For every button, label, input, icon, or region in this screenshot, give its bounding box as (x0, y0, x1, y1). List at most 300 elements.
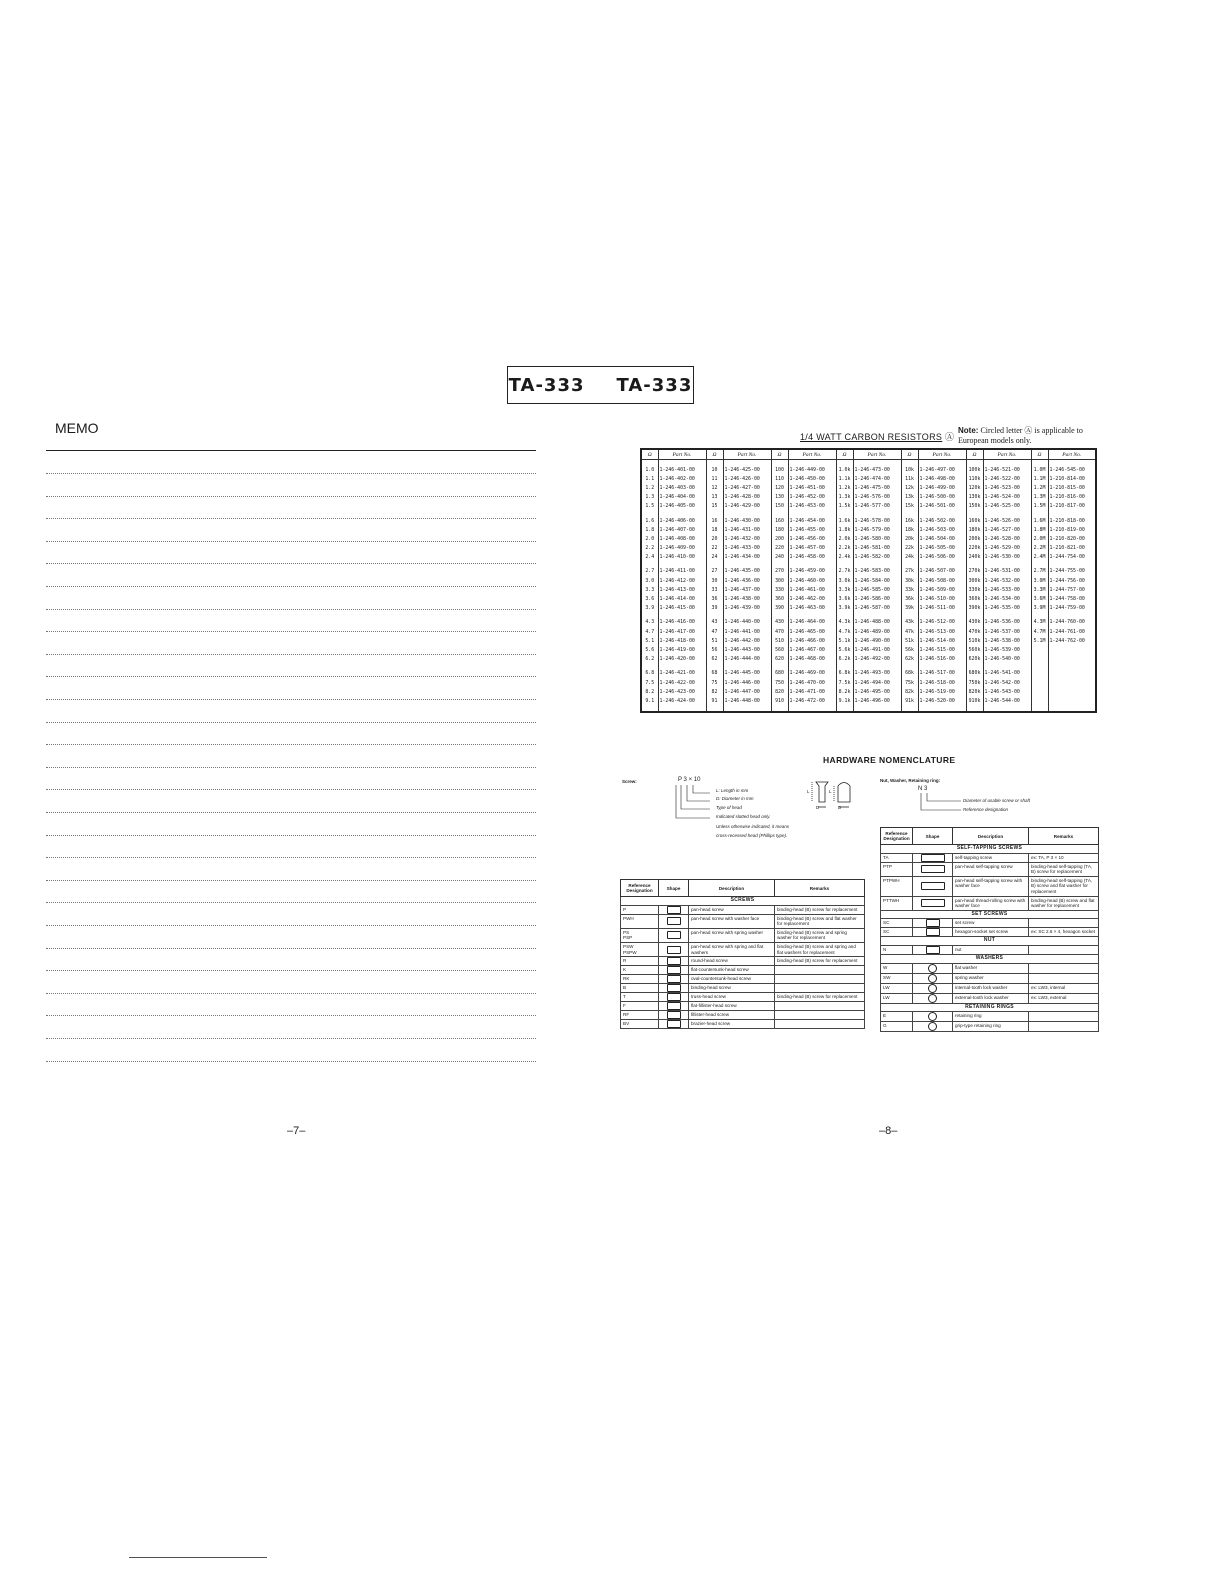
hardware-shape-icon (928, 1012, 937, 1021)
hardware-row (881, 983, 1099, 993)
description: pan-head screw with spring washer (689, 928, 775, 942)
resistance-value: 2.2M (1031, 544, 1048, 553)
memo-line (46, 857, 536, 858)
resistance-value: 330k (966, 585, 983, 594)
description: flat-countersunk-head screw (689, 966, 775, 975)
part-number: 1-246-430-00 (723, 516, 771, 525)
shape-cell (913, 945, 953, 954)
resistance-value: 5.6 (641, 645, 658, 654)
remarks: binding-head (B) screw and flat washer for replacement (1029, 896, 1099, 910)
resistance-value: 5.6k (836, 645, 853, 654)
model-title-right: TA-333 (616, 374, 693, 396)
resistance-value: 330 (771, 585, 788, 594)
part-number: 1-246-402-00 (658, 474, 706, 483)
memo-line (46, 1015, 536, 1016)
resistance-value: 43 (706, 618, 723, 627)
description: set screw (953, 919, 1029, 928)
resistance-value: 2.7M (1031, 567, 1048, 576)
resistance-value: 1.3k (836, 493, 853, 502)
shape-cell (659, 957, 689, 966)
part-number: 1-246-583-00 (853, 567, 901, 576)
resistance-value: 620k (966, 655, 983, 664)
memo-line (46, 880, 536, 881)
resistance-value: 1.0 (641, 465, 658, 474)
hardware-row (881, 1012, 1099, 1022)
part-number: 1-246-512-00 (918, 618, 966, 627)
part-no-header: Part No. (1048, 449, 1096, 460)
resistance-value: 130k (966, 493, 983, 502)
hardware-row (881, 919, 1099, 928)
part-number: 1-246-517-00 (918, 669, 966, 678)
part-number: 1-246-467-00 (788, 645, 836, 654)
remarks (775, 1002, 865, 1011)
memo-line (46, 970, 536, 971)
hardware-shape-icon (667, 984, 681, 992)
part-number: 1-244-756-00 (1048, 576, 1096, 585)
resistance-value: 2.0k (836, 534, 853, 543)
shape-cell (913, 853, 953, 862)
memo-title-rule (46, 450, 536, 451)
part-number: 1-246-584-00 (853, 576, 901, 585)
part-number: 1-244-758-00 (1048, 594, 1096, 603)
resistance-value: 4.7 (641, 627, 658, 636)
resistance-value: 20k (901, 534, 918, 543)
resistance-value: 510 (771, 636, 788, 645)
resistor-row (641, 465, 1096, 474)
part-number: 1-246-414-00 (658, 594, 706, 603)
resistor-row (641, 502, 1096, 511)
part-number: 1-246-533-00 (983, 585, 1031, 594)
remarks: binding-head (B) screw and spring and flat washers for replacement (775, 942, 865, 956)
reference-designation: BV (621, 1020, 659, 1029)
part-number (1048, 655, 1096, 664)
resistance-value: 8.2k (836, 687, 853, 696)
part-number: 1-246-523-00 (983, 483, 1031, 492)
hardware-row (621, 957, 865, 966)
resistance-value: 3.3M (1031, 585, 1048, 594)
resistance-value: 680 (771, 669, 788, 678)
reference-designation: RF (621, 1011, 659, 1020)
shape-cell (659, 975, 689, 984)
resistance-value: 68k (901, 669, 918, 678)
part-number: 1-246-445-00 (723, 669, 771, 678)
part-number: 1-210-818-00 (1048, 516, 1096, 525)
resistance-value: 1.2k (836, 483, 853, 492)
part-number: 1-246-465-00 (788, 627, 836, 636)
resistance-value: 13 (706, 493, 723, 502)
part-number: 1-246-461-00 (788, 585, 836, 594)
hardware-row (621, 914, 865, 928)
memo-line (46, 744, 536, 745)
part-number: 1-246-468-00 (788, 655, 836, 664)
part-number: 1-246-500-00 (918, 493, 966, 502)
legend-slotted: Indicated slotted head only. (716, 814, 771, 819)
resistance-value: 560k (966, 645, 983, 654)
resistance-value: 360k (966, 594, 983, 603)
resistance-value: 160 (771, 516, 788, 525)
part-number: 1-246-526-00 (983, 516, 1031, 525)
nut-legend-diameter: Diameter of usable screw or shaft (963, 798, 1031, 803)
resistance-value: 75k (901, 678, 918, 687)
reference-designation: PWH (621, 914, 659, 928)
diagram-label-d-2: D (838, 805, 842, 810)
resistance-value: 390 (771, 604, 788, 613)
resistance-value: 56 (706, 645, 723, 654)
part-number: 1-246-519-00 (918, 687, 966, 696)
part-number: 1-246-529-00 (983, 544, 1031, 553)
resistance-value: 3.3k (836, 585, 853, 594)
resistance-value: 1.5 (641, 502, 658, 511)
part-number: 1-246-492-00 (853, 655, 901, 664)
part-number: 1-246-505-00 (918, 544, 966, 553)
diagram-label-l-2: L (829, 789, 832, 794)
resistance-value: 180k (966, 525, 983, 534)
legend-length: L: Length in mm (716, 788, 749, 793)
part-number: 1-246-489-00 (853, 627, 901, 636)
resistance-value (1031, 678, 1048, 687)
part-number: 1-246-418-00 (658, 636, 706, 645)
resistor-row (641, 687, 1096, 696)
ohm-header: Ω (966, 449, 983, 460)
resistance-value: 9.1k (836, 696, 853, 705)
description: hexagon-socket set screw (953, 928, 1029, 937)
resistance-value: 750k (966, 678, 983, 687)
remarks: binding-head (B) screw for replacement (775, 957, 865, 966)
model-header-box (507, 366, 694, 404)
resistance-value: 36 (706, 594, 723, 603)
shape-cell (659, 928, 689, 942)
resistance-value: 2.4k (836, 553, 853, 562)
resistor-row (641, 553, 1096, 562)
hardware-shape-icon (921, 899, 945, 907)
resistance-value: 2.7 (641, 567, 658, 576)
part-number: 1-246-582-00 (853, 553, 901, 562)
resistor-table (640, 448, 1097, 713)
hardware-screws-table (620, 879, 865, 1029)
shape-cell (913, 919, 953, 928)
resistance-value: 220 (771, 544, 788, 553)
remarks: binding-head self-tapping (TA, B) screw and flat washer for replacement (1029, 876, 1099, 896)
part-number: 1-246-431-00 (723, 525, 771, 534)
shape-cell (913, 896, 953, 910)
part-number: 1-246-403-00 (658, 483, 706, 492)
part-number: 1-246-424-00 (658, 696, 706, 705)
hardware-row (621, 942, 865, 956)
resistance-value: 18k (901, 525, 918, 534)
description: round-head screw (689, 957, 775, 966)
part-number: 1-246-429-00 (723, 502, 771, 511)
resistance-value: 560 (771, 645, 788, 654)
resistance-value: 1.6M (1031, 516, 1048, 525)
hardware-row (881, 896, 1099, 910)
description: pan-head screw (689, 905, 775, 914)
resistance-value: 5.1 (641, 636, 658, 645)
resistance-value: 100 (771, 465, 788, 474)
part-number: 1-244-760-00 (1048, 618, 1096, 627)
part-number: 1-246-427-00 (723, 483, 771, 492)
part-number: 1-246-503-00 (918, 525, 966, 534)
resistance-value: 180 (771, 525, 788, 534)
description: fillister-head screw (689, 1011, 775, 1020)
part-number: 1-246-447-00 (723, 687, 771, 696)
resistance-value: 1.1 (641, 474, 658, 483)
part-number: 1-246-493-00 (853, 669, 901, 678)
resistance-value: 75 (706, 678, 723, 687)
resistance-value: 750 (771, 678, 788, 687)
part-number: 1-246-540-00 (983, 655, 1031, 664)
remarks (775, 975, 865, 984)
reference-designation: P (621, 905, 659, 914)
hardware-screws-header (621, 880, 865, 897)
model-title-left: TA-333 (508, 374, 585, 396)
column-header: Remarks (775, 880, 865, 897)
resistance-value (1031, 669, 1048, 678)
part-number: 1-246-425-00 (723, 465, 771, 474)
remarks: binding-head (B) screw and flat washer for replacement (775, 914, 865, 928)
description: internal-tooth lock washer (953, 983, 1029, 993)
part-number: 1-246-522-00 (983, 474, 1031, 483)
reference-designation: PTP (881, 862, 913, 876)
remarks (1029, 945, 1099, 954)
memo-line (46, 654, 536, 655)
shape-cell (913, 862, 953, 876)
resistance-value: 470 (771, 627, 788, 636)
memo-line (46, 902, 536, 903)
resistance-value: 1.3M (1031, 493, 1048, 502)
resistance-value: 20 (706, 534, 723, 543)
resistance-value: 4.3M (1031, 618, 1048, 627)
part-number: 1-246-474-00 (853, 474, 901, 483)
part-number: 1-246-421-00 (658, 669, 706, 678)
memo-line (46, 948, 536, 949)
part-number: 1-246-443-00 (723, 645, 771, 654)
resistance-value: 1.1k (836, 474, 853, 483)
resistance-value: 33k (901, 585, 918, 594)
shape-cell (659, 1020, 689, 1029)
ohm-header: Ω (771, 449, 788, 460)
part-number: 1-246-457-00 (788, 544, 836, 553)
resistor-table-title (800, 430, 954, 443)
hardware-row (621, 984, 865, 993)
part-number: 1-246-578-00 (853, 516, 901, 525)
memo-line (46, 518, 536, 519)
column-header: Description (953, 828, 1029, 845)
ohm-header: Ω (836, 449, 853, 460)
hardware-row (621, 1011, 865, 1020)
part-number: 1-246-521-00 (983, 465, 1031, 474)
part-number: 1-246-488-00 (853, 618, 901, 627)
resistance-value: 13k (901, 493, 918, 502)
part-number (1048, 645, 1096, 654)
part-number: 1-246-537-00 (983, 627, 1031, 636)
resistance-value: 300 (771, 576, 788, 585)
hardware-screws-body (621, 897, 865, 1029)
shape-cell (913, 876, 953, 896)
hardware-row (621, 928, 865, 942)
resistance-value: 1.1M (1031, 474, 1048, 483)
part-number: 1-246-453-00 (788, 502, 836, 511)
part-number: 1-244-762-00 (1048, 636, 1096, 645)
part-number: 1-246-464-00 (788, 618, 836, 627)
hardware-row (621, 1020, 865, 1029)
hardware-shape-icon (921, 854, 945, 862)
description: external-tooth lock washer (953, 993, 1029, 1003)
part-no-header: Part No. (983, 449, 1031, 460)
legend-cross-recessed: cross-recessed head (Phillips type). (716, 833, 788, 838)
reference-designation: SC (881, 919, 913, 928)
part-number: 1-246-455-00 (788, 525, 836, 534)
resistor-row (641, 645, 1096, 654)
part-number: 1-246-498-00 (918, 474, 966, 483)
part-number: 1-246-438-00 (723, 594, 771, 603)
reference-designation: F (621, 1002, 659, 1011)
resistance-value: 100k (966, 465, 983, 474)
resistance-value: 33 (706, 585, 723, 594)
part-number: 1-246-536-00 (983, 618, 1031, 627)
part-number: 1-246-410-00 (658, 553, 706, 562)
remarks: ex: LW3, internal (1029, 983, 1099, 993)
resistance-value: 2.4 (641, 553, 658, 562)
memo-line (46, 993, 536, 994)
resistance-value: 300k (966, 576, 983, 585)
resistance-value: 15k (901, 502, 918, 511)
hardware-shape-icon (928, 984, 937, 993)
resistance-value: 22 (706, 544, 723, 553)
part-number: 1-246-436-00 (723, 576, 771, 585)
resistor-row (641, 678, 1096, 687)
part-number: 1-246-531-00 (983, 567, 1031, 576)
resistance-value (1031, 645, 1048, 654)
section-row (881, 937, 1099, 946)
resistance-value: 39 (706, 604, 723, 613)
part-number: 1-246-542-00 (983, 678, 1031, 687)
remarks (1029, 919, 1099, 928)
part-number: 1-246-473-00 (853, 465, 901, 474)
remarks (775, 966, 865, 975)
part-number: 1-246-456-00 (788, 534, 836, 543)
hardware-shape-icon (926, 946, 940, 954)
resistance-value: 6.8 (641, 669, 658, 678)
part-number: 1-246-451-00 (788, 483, 836, 492)
part-number: 1-246-423-00 (658, 687, 706, 696)
hardware-row (621, 993, 865, 1002)
resistance-value: 82k (901, 687, 918, 696)
reference-designation: N (881, 945, 913, 954)
part-number: 1-246-435-00 (723, 567, 771, 576)
remarks: ex: LW3, external (1029, 993, 1099, 1003)
memo-line (46, 676, 536, 677)
nut-legend-ref: Reference designation (963, 807, 1009, 812)
section-title: SET SCREWS (881, 910, 1099, 919)
part-number (1048, 696, 1096, 705)
resistance-value: 27 (706, 567, 723, 576)
hardware-shape-icon (928, 1022, 937, 1031)
part-number: 1-246-411-00 (658, 567, 706, 576)
resistance-value: 6.2k (836, 655, 853, 664)
resistor-row (641, 576, 1096, 585)
reference-designation: K (621, 966, 659, 975)
memo-title: MEMO (55, 420, 99, 436)
hardware-row (621, 905, 865, 914)
memo-line (46, 812, 536, 813)
description: oval-countersunk-head screw (689, 975, 775, 984)
hardware-shape-icon (667, 1002, 681, 1010)
resistance-value (1031, 655, 1048, 664)
resistance-value: 240k (966, 553, 983, 562)
part-number: 1-246-497-00 (918, 465, 966, 474)
resistance-value: 24 (706, 553, 723, 562)
shape-cell (913, 973, 953, 983)
reference-designation: PTPWH (881, 876, 913, 896)
part-number: 1-246-433-00 (723, 544, 771, 553)
part-number: 1-246-520-00 (918, 696, 966, 705)
resistance-value: 5.1k (836, 636, 853, 645)
screw-example: P 3 × 10 (678, 777, 701, 783)
description: nut (953, 945, 1029, 954)
reference-designation: G (881, 1022, 913, 1032)
part-number: 1-246-530-00 (983, 553, 1031, 562)
part-number: 1-246-439-00 (723, 604, 771, 613)
hardware-shape-icon (667, 917, 681, 925)
hardware-row (881, 1022, 1099, 1032)
column-header: Description (689, 880, 775, 897)
part-number: 1-246-470-00 (788, 678, 836, 687)
part-number: 1-246-507-00 (918, 567, 966, 576)
part-number: 1-246-442-00 (723, 636, 771, 645)
resistance-value: 30 (706, 576, 723, 585)
part-number: 1-246-469-00 (788, 669, 836, 678)
part-number: 1-246-516-00 (918, 655, 966, 664)
legend-diameter: D: Diameter in mm (716, 796, 754, 801)
resistance-value: 4.7k (836, 627, 853, 636)
part-number: 1-246-454-00 (788, 516, 836, 525)
resistor-row (641, 516, 1096, 525)
resistor-note (958, 426, 1108, 446)
hardware-row (881, 876, 1099, 896)
part-number: 1-246-545-00 (1048, 465, 1096, 474)
part-number: 1-246-434-00 (723, 553, 771, 562)
part-number: 1-244-761-00 (1048, 627, 1096, 636)
section-row (621, 897, 865, 906)
column-header: Shape (659, 880, 689, 897)
section-row (881, 845, 1099, 854)
resistance-value: 430k (966, 618, 983, 627)
resistance-value: 200k (966, 534, 983, 543)
note-text: Circled letter Ⓐ is applicable to European models only. (958, 426, 1083, 445)
remarks: binding-head (B) screw for replacement (775, 905, 865, 914)
resistance-value: 12k (901, 483, 918, 492)
hardware-self-tapping-table (880, 827, 1099, 1032)
resistance-value: 620 (771, 655, 788, 664)
hardware-shape-icon (928, 974, 937, 983)
hardware-shape-icon (667, 946, 681, 954)
memo-line (46, 473, 536, 474)
shape-cell (659, 1002, 689, 1011)
resistance-value: 3.9M (1031, 604, 1048, 613)
resistance-value: 220k (966, 544, 983, 553)
resistance-value: 240 (771, 553, 788, 562)
part-number: 1-246-580-00 (853, 534, 901, 543)
hardware-shape-icon (928, 964, 937, 973)
resistance-value: 2.2k (836, 544, 853, 553)
resistance-value: 47k (901, 627, 918, 636)
memo-line (46, 767, 536, 768)
resistor-row (641, 627, 1096, 636)
reference-designation: T (621, 993, 659, 1002)
ohm-header: Ω (901, 449, 918, 460)
resistance-value: 68 (706, 669, 723, 678)
resistance-value: 4.3k (836, 618, 853, 627)
